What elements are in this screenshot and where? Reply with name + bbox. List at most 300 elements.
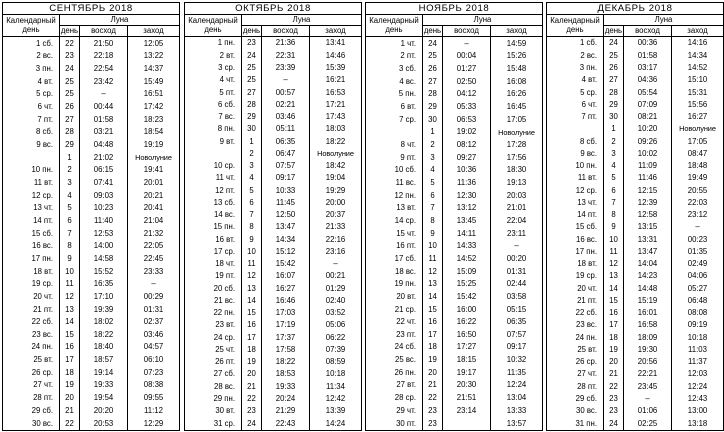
moonset-cell: 00:29: [128, 290, 180, 303]
day-row: [547, 270, 724, 282]
moonset-cell: 22:04: [491, 215, 543, 228]
moonset-cell: 11:37: [672, 356, 724, 368]
day-row: [3, 215, 180, 228]
day-row: [3, 37, 180, 50]
moon-header: Луна: [242, 15, 362, 26]
calendar-day-cell: 24 сб.: [366, 341, 423, 354]
moonset-cell: 19:13: [491, 177, 543, 190]
moonset-cell: 11:35: [491, 366, 543, 379]
moonrise-cell: 16:27: [262, 282, 310, 294]
calendar-day-cell: 20 чт.: [547, 282, 604, 294]
moonrise-cell: 20:24: [262, 393, 310, 405]
moonrise-cell: 15:09: [443, 265, 491, 278]
moonrise-cell: 13:47: [262, 221, 310, 233]
moonset-cell: 09:17: [491, 341, 543, 354]
month-title: ОКТЯБРЬ 2018: [185, 3, 362, 15]
moon-day-cell: 6: [60, 215, 80, 228]
moonset-cell: 10:32: [491, 354, 543, 367]
calendar-day-cell: 12 пт.: [185, 184, 242, 196]
moon-day-cell: 9: [242, 233, 262, 245]
moonset-cell: 15:31: [672, 86, 724, 98]
day-row: [366, 354, 543, 367]
new-moon-label: Новолуние: [672, 123, 724, 135]
day-row: [366, 151, 543, 164]
moonset-cell: 19:19: [128, 139, 180, 152]
calendar-day-cell: 26 пн.: [366, 366, 423, 379]
calendar-day-cell: 6 чт.: [3, 101, 60, 114]
moonset-cell: 18:23: [128, 113, 180, 126]
moon-day-cell: 4: [242, 172, 262, 184]
moonset-cell: 09:55: [128, 392, 180, 405]
moonset-cell: 20:41: [128, 202, 180, 215]
calendar-day-cell: [3, 151, 60, 164]
moon-day-cell: 8: [604, 209, 624, 221]
calendar-day-cell: 5 ср.: [3, 88, 60, 101]
moonrise-cell: 21:02: [80, 151, 128, 164]
day-row: [547, 172, 724, 184]
moonrise-cell: 13:12: [443, 202, 491, 215]
moonset-cell: 05:06: [310, 319, 362, 331]
moonrise-cell: 19:33: [262, 380, 310, 392]
moonrise-cell: 17:58: [262, 344, 310, 356]
calendar-day-cell: 27 чт.: [3, 379, 60, 392]
moon-day-cell: 6: [604, 184, 624, 196]
day-row: [3, 164, 180, 177]
day-row: [3, 341, 180, 354]
moon-day-cell: 24: [242, 417, 262, 430]
calendar-day-cell: 13 вт.: [366, 202, 423, 215]
moonset-cell: 05:27: [672, 282, 724, 294]
moonrise-cell: 17:03: [262, 307, 310, 319]
calendar-day-cell: 11 вс.: [366, 177, 423, 190]
day-row: [3, 126, 180, 139]
day-row: [366, 164, 543, 177]
moon-day-cell: 23: [604, 393, 624, 405]
calendar-day-cell: 9 пт.: [366, 151, 423, 164]
calendar-day-cell: 22 сб.: [547, 307, 604, 319]
moonrise-cell: 15:42: [262, 258, 310, 270]
calendar-day-cell: 15 пн.: [185, 221, 242, 233]
moon-day-cell: 3: [242, 160, 262, 172]
calendar-day-cell: 5 ср.: [547, 86, 604, 98]
moon-day-cell: 23: [423, 417, 443, 431]
moonrise-cell: 03:46: [262, 111, 310, 123]
calendar-day-cell: 4 вт.: [547, 74, 604, 86]
moonrise-header: восход: [262, 26, 310, 37]
moon-day-cell: 28: [423, 88, 443, 101]
moonset-cell: 00:20: [491, 252, 543, 265]
moonset-cell: 21:32: [128, 227, 180, 240]
calendar-day-cell: 17 пн.: [3, 252, 60, 265]
moonrise-cell: 23:42: [80, 75, 128, 88]
day-row: [185, 233, 362, 245]
day-row: [547, 86, 724, 98]
calendar-day-cell: 30 вс.: [547, 405, 604, 417]
moonset-cell: 10:18: [672, 331, 724, 343]
moonset-cell: 17:21: [310, 99, 362, 111]
moon-day-cell: 22: [60, 37, 80, 50]
calendar-day-cell: 31 пн.: [547, 417, 604, 430]
moon-day-cell: 9: [60, 252, 80, 265]
calendar-day-cell: 23 вт.: [185, 319, 242, 331]
moonset-cell: 20:03: [491, 189, 543, 202]
calendar-day-cell: 8 сб.: [547, 135, 604, 147]
moon-day-cell: 5: [242, 184, 262, 196]
moon-day-cell: 4: [423, 164, 443, 177]
moonset-cell: 07:57: [491, 328, 543, 341]
moonrise-cell: 21:50: [80, 37, 128, 50]
calendar-day-cell: 12 ср.: [3, 189, 60, 202]
moon-day-cell: 12: [242, 270, 262, 282]
moon-day-cell: 5: [604, 172, 624, 184]
moon-day-cell: 8: [60, 240, 80, 253]
moon-day-cell: 23: [60, 50, 80, 63]
moonrise-cell: 00:57: [262, 86, 310, 98]
moonset-cell: 15:39: [310, 62, 362, 74]
moon-day-cell: 21: [604, 368, 624, 380]
day-row: [3, 417, 180, 431]
calendar-day-cell: 25 вс.: [366, 354, 423, 367]
moon-day-cell: 20: [60, 392, 80, 405]
moonrise-cell: 04:48: [80, 139, 128, 152]
day-row: [185, 356, 362, 368]
day-row: [547, 99, 724, 111]
moon-day-cell: 3: [60, 177, 80, 190]
day-row: [366, 366, 543, 379]
new-moon-label: Новолуние: [491, 126, 543, 139]
moonrise-cell: 16:00: [443, 303, 491, 316]
moon-day-cell: 10: [604, 233, 624, 245]
calendar-day-cell: 25 вт.: [3, 354, 60, 367]
moonrise-cell: 22:54: [80, 63, 128, 76]
day-row: [366, 379, 543, 392]
moonset-cell: 17:56: [491, 151, 543, 164]
moonrise-cell: 12:15: [624, 184, 672, 196]
moonset-cell: 20:55: [672, 184, 724, 196]
moonrise-cell: 18:22: [80, 328, 128, 341]
day-row: [185, 50, 362, 62]
day-row: [185, 295, 362, 307]
moonrise-cell: 19:33: [80, 379, 128, 392]
moonset-cell: 04:06: [672, 270, 724, 282]
calendar-day-cell: 6 вт.: [366, 101, 423, 114]
calendar-day-cell: 21 ср.: [366, 303, 423, 316]
moon-day-cell: 2: [242, 148, 262, 160]
calendar-day-cell: 8 сб.: [3, 126, 60, 139]
moon-day-cell: 28: [60, 126, 80, 139]
moonset-cell: 10:18: [310, 368, 362, 380]
calendar-day-cell: 5 пн.: [366, 88, 423, 101]
moonrise-cell: 08:12: [443, 139, 491, 152]
calendar-day-cell: 29 сб.: [547, 393, 604, 405]
moon-day-cell: 24: [242, 50, 262, 62]
calendar-day-header: Календарный день: [185, 15, 242, 37]
calendar-day-cell: 11 чт.: [185, 172, 242, 184]
moon-day-cell: 15: [242, 307, 262, 319]
moonrise-cell: 00:44: [80, 101, 128, 114]
day-row: [366, 417, 543, 431]
moon-day-cell: 19: [60, 379, 80, 392]
moonset-cell: 12:05: [128, 37, 180, 50]
new-moon-row: [3, 151, 180, 164]
moonset-cell: 18:03: [310, 123, 362, 135]
calendar-day-cell: 9 вс.: [3, 139, 60, 152]
calendar-day-cell: 3 сб.: [366, 63, 423, 76]
day-row: [547, 148, 724, 160]
day-row: [547, 417, 724, 430]
moon-day-cell: 10: [60, 265, 80, 278]
day-row: [185, 123, 362, 135]
moon-day-cell: 23: [242, 37, 262, 50]
day-row: [547, 344, 724, 356]
moonset-cell: 23:33: [128, 265, 180, 278]
day-row: [366, 101, 543, 114]
moon-day-cell: 1: [423, 126, 443, 139]
moonrise-cell: 14:33: [443, 240, 491, 253]
moonset-cell: 04:57: [128, 341, 180, 354]
moon-day-cell: 16: [423, 316, 443, 329]
moon-day-cell: 14: [60, 316, 80, 329]
moonrise-cell: 16:01: [624, 307, 672, 319]
moonrise-header: восход: [443, 26, 491, 37]
moonset-cell: 13:04: [491, 392, 543, 405]
day-row: [547, 393, 724, 405]
moonrise-cell: [443, 417, 491, 431]
moon-day-cell: 26: [60, 101, 80, 114]
calendar-day-cell: 20 сб.: [185, 282, 242, 294]
moon-day-cell: 11: [423, 252, 443, 265]
moonset-cell: 14:16: [672, 37, 724, 50]
calendar-day-cell: 26 ср.: [547, 356, 604, 368]
moon-day-cell: 3: [423, 151, 443, 164]
day-row: [366, 88, 543, 101]
calendar-day-cell: 16 вс.: [547, 233, 604, 245]
moonrise-cell: 18:02: [80, 316, 128, 329]
calendar-day-cell: 19 ср.: [547, 270, 604, 282]
moonrise-cell: 18:53: [262, 368, 310, 380]
moonrise-cell: –: [80, 88, 128, 101]
day-row: [547, 368, 724, 380]
moonset-cell: 18:42: [310, 160, 362, 172]
moon-day-header: день: [604, 26, 623, 36]
calendar-day-cell: 15 чт.: [366, 227, 423, 240]
calendar-day-header: Календарный день: [3, 15, 60, 37]
moonset-header: заход: [310, 26, 362, 37]
moonrise-cell: 10:23: [80, 202, 128, 215]
moonset-cell: 17:05: [491, 113, 543, 126]
moon-day-cell: 27: [60, 113, 80, 126]
moon-header: Луна: [604, 15, 724, 26]
day-row: [185, 368, 362, 380]
moonset-cell: 13:33: [491, 404, 543, 417]
day-row: [185, 344, 362, 356]
day-row: [547, 307, 724, 319]
calendar-day-cell: 21 вс.: [185, 295, 242, 307]
moonrise-cell: 15:52: [80, 265, 128, 278]
moon-day-cell: 9: [423, 227, 443, 240]
moonrise-cell: 01:58: [624, 50, 672, 62]
moonset-cell: 12:24: [672, 380, 724, 392]
moonrise-cell: 22:43: [262, 417, 310, 430]
moon-day-header: день: [242, 26, 261, 36]
moonrise-cell: 16:07: [262, 270, 310, 282]
moonrise-cell: 11:46: [624, 172, 672, 184]
day-row: [547, 50, 724, 62]
moonrise-cell: 19:17: [443, 366, 491, 379]
calendar-day-cell: 11 вт.: [3, 177, 60, 190]
calendar-day-cell: 14 вс.: [185, 209, 242, 221]
calendar-day-cell: 7 пт.: [3, 113, 60, 126]
calendar-day-cell: 19 ср.: [3, 278, 60, 291]
moonset-cell: 13:57: [491, 417, 543, 431]
moonrise-cell: 06:47: [262, 148, 310, 160]
calendar-day-cell: 5 пт.: [185, 86, 242, 98]
calendar-day-cell: 24 пн.: [547, 331, 604, 343]
calendar-day-cell: 4 вс.: [366, 75, 423, 88]
day-row: [3, 316, 180, 329]
moonrise-cell: 09:03: [80, 189, 128, 202]
moonrise-cell: 06:35: [262, 135, 310, 147]
moonrise-cell: 10:36: [443, 164, 491, 177]
moonset-cell: 07:39: [310, 344, 362, 356]
month-title: НОЯБРЬ 2018: [366, 3, 543, 15]
moonset-cell: 19:49: [672, 172, 724, 184]
day-row: [185, 282, 362, 294]
calendar-day-cell: 25 вт.: [547, 344, 604, 356]
moonrise-cell: 18:15: [443, 354, 491, 367]
day-row: [185, 221, 362, 233]
moon-day-cell: 11: [604, 246, 624, 258]
moon-day-cell: 14: [604, 282, 624, 294]
moon-day-cell: 1: [242, 135, 262, 147]
moon-day-cell: 21: [423, 379, 443, 392]
calendar-day-cell: 25 чт.: [185, 344, 242, 356]
calendar-day-cell: [547, 123, 604, 135]
moonset-cell: 14:46: [310, 50, 362, 62]
moonrise-cell: 05:54: [624, 86, 672, 98]
calendar-day-cell: 29 пн.: [185, 393, 242, 405]
day-row: [185, 160, 362, 172]
moonset-cell: 12:42: [310, 393, 362, 405]
moonrise-cell: 07:09: [624, 99, 672, 111]
moon-day-cell: 20: [604, 356, 624, 368]
moon-day-cell: 11: [242, 258, 262, 270]
moonrise-cell: 23:14: [443, 404, 491, 417]
moonset-cell: –: [128, 278, 180, 291]
day-row: [547, 111, 724, 123]
moonset-cell: 08:47: [672, 148, 724, 160]
moonrise-cell: 22:31: [262, 50, 310, 62]
calendar-day-cell: 31 ср.: [185, 417, 242, 430]
moonrise-cell: 17:27: [443, 341, 491, 354]
day-row: [185, 405, 362, 417]
calendar-day-cell: 29 чт.: [366, 404, 423, 417]
month-title: ДЕКАБРЬ 2018: [547, 3, 724, 15]
day-row: [3, 88, 180, 101]
moon-day-cell: 8: [242, 221, 262, 233]
moonset-cell: 06:35: [491, 316, 543, 329]
calendar-day-cell: 7 ср.: [366, 113, 423, 126]
calendar-day-cell: 16 вс.: [3, 240, 60, 253]
moonset-cell: 06:10: [128, 354, 180, 367]
moonrise-cell: 23:39: [262, 62, 310, 74]
calendar-day-cell: 14 ср.: [366, 215, 423, 228]
moon-day-cell: 23: [423, 404, 443, 417]
calendar-day-cell: 2 вт.: [185, 50, 242, 62]
moonrise-cell: 20:20: [80, 404, 128, 417]
calendar-day-cell: 10 сб.: [366, 164, 423, 177]
moonset-cell: 17:43: [310, 111, 362, 123]
moonset-cell: 19:04: [310, 172, 362, 184]
day-row: [366, 240, 543, 253]
moon-day-cell: 22: [60, 417, 80, 431]
day-row: [366, 50, 543, 63]
new-moon-label: Новолуние: [128, 151, 180, 164]
moonset-cell: 22:05: [128, 240, 180, 253]
calendar-day-cell: 17 пн.: [547, 246, 604, 258]
moonset-cell: 21:33: [310, 221, 362, 233]
day-row: [185, 172, 362, 184]
moon-day-cell: 24: [60, 63, 80, 76]
calendar-day-cell: 18 вт.: [547, 258, 604, 270]
day-row: [547, 258, 724, 270]
day-row: [185, 99, 362, 111]
day-row: [547, 356, 724, 368]
moon-day-cell: 11: [60, 278, 80, 291]
calendar-day-cell: 14 пт.: [3, 215, 60, 228]
calendar-day-cell: 1 чт.: [366, 37, 423, 50]
day-row: [366, 215, 543, 228]
moonset-cell: 18:30: [491, 164, 543, 177]
day-row: [185, 62, 362, 74]
moonrise-cell: 06:15: [80, 164, 128, 177]
calendar-day-cell: 17 сб.: [366, 252, 423, 265]
moonset-cell: 22:16: [310, 233, 362, 245]
month-title: СЕНТЯБРЬ 2018: [3, 3, 180, 15]
day-row: [3, 290, 180, 303]
day-row: [366, 265, 543, 278]
moonrise-cell: 02:21: [262, 99, 310, 111]
moonrise-cell: 14:48: [624, 282, 672, 294]
day-row: [366, 227, 543, 240]
calendar-day-cell: 17 ср.: [185, 246, 242, 258]
moon-day-cell: 27: [423, 75, 443, 88]
day-row: [185, 86, 362, 98]
moonset-cell: 18:54: [128, 126, 180, 139]
moon-header: Луна: [60, 15, 180, 26]
moonset-cell: 12:03: [672, 368, 724, 380]
day-row: [3, 240, 180, 253]
moon-day-cell: 22: [242, 393, 262, 405]
moon-day-cell: 5: [60, 202, 80, 215]
day-row: [185, 270, 362, 282]
moonrise-cell: 15:12: [262, 246, 310, 258]
day-row: [3, 113, 180, 126]
moonrise-cell: 19:30: [624, 344, 672, 356]
calendar-day-cell: 27 сб.: [185, 368, 242, 380]
moonset-cell: 19:29: [310, 184, 362, 196]
calendar-day-cell: 12 ср.: [547, 184, 604, 196]
moonset-cell: 16:21: [310, 74, 362, 86]
calendar-day-cell: 22 пн.: [185, 307, 242, 319]
day-row: [185, 331, 362, 343]
moonrise-cell: 04:36: [624, 74, 672, 86]
moon-day-cell: 5: [423, 177, 443, 190]
calendar-day-cell: 9 вс.: [547, 148, 604, 160]
day-row: [3, 328, 180, 341]
calendar-day-cell: 13 чт.: [3, 202, 60, 215]
moonset-cell: 06:48: [672, 295, 724, 307]
